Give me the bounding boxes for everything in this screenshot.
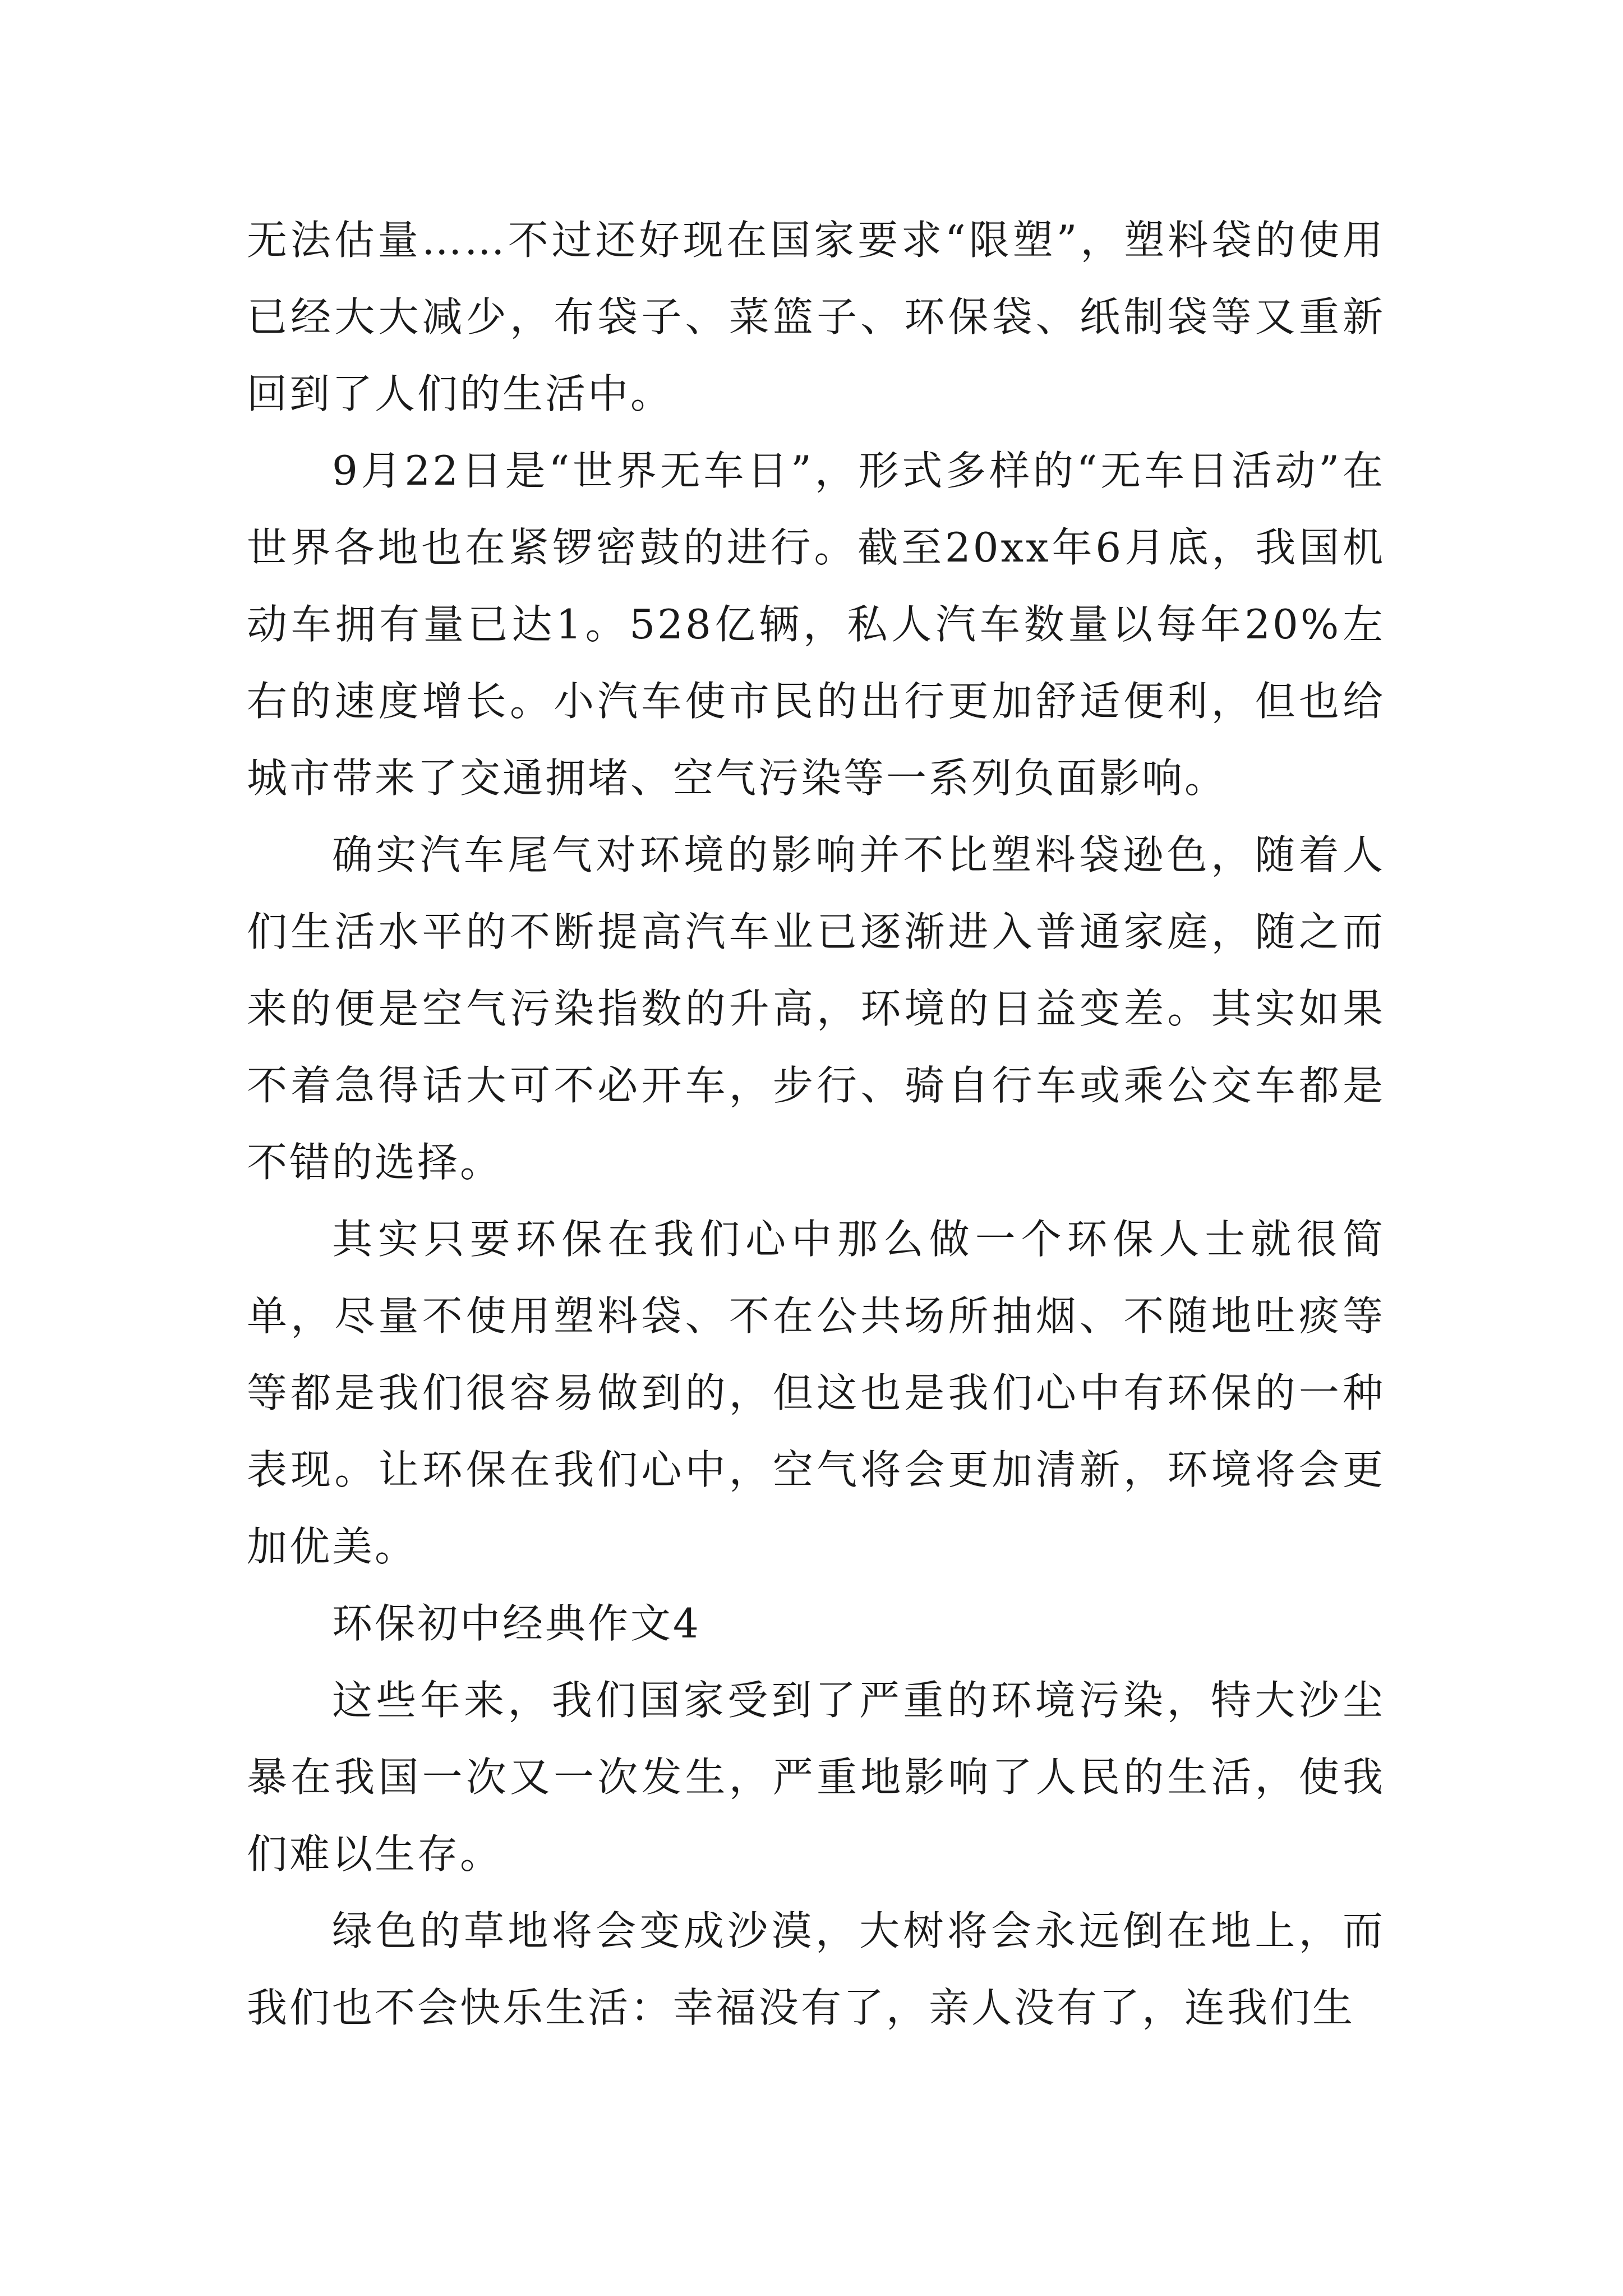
essay-heading: 环保初中经典作文4 bbox=[332, 1600, 701, 1647]
paragraph-plastic-bags: 无法估量……不过还好现在国家要求“限塑”，塑料袋的使用已经大大减少，布袋子、菜篮子、环保袋、纸制袋等又重新回到了人们的生活中。 bbox=[247, 217, 1385, 417]
paragraph-car-exhaust: 确实汽车尾气对环境的影响并不比塑料袋逊色，随着人们生活水平的不断提高汽车业已逐渐进入普通家庭，随之而来的便是空气污染指数的升高，环境的日益变差。其实如果不着急得话大可不必开车，步行、骑自行车或乘公交车都是不错的选择。 bbox=[247, 831, 1385, 1186]
paragraph-sandstorm: 这些年来，我们国家受到了严重的环境污染，特大沙尘暴在我国一次又一次发生，严重地影响了人民的生活，使我们难以生存。 bbox=[247, 1677, 1385, 1878]
paragraph-green-grass: 绿色的草地将会变成沙漠，大树将会永远倒在地上，而我们也不会快乐生活：幸福没有了，亲人没有了，连我们生 bbox=[247, 1907, 1385, 2031]
paragraph-environment-in-heart: 其实只要环保在我们心中那么做一个环保人士就很简单，尽量不使用塑料袋、不在公共场所抽烟、不随地吐痰等等都是我们很容易做到的，但这也是我们心中有环保的一种表现。让环保在我们心中，空气将会更加清新，环境将会更加优美。 bbox=[247, 1216, 1385, 1570]
document-body bbox=[247, 202, 1385, 2046]
paragraph-car-free-day: 9月22日是“世界无车日”，形式多样的“无车日活动”在世界各地也在紧锣密鼓的进行。截至20xx年6月底，我国机动车拥有量已达1。528亿辆，私人汽车数量以每年20%左右的速度增长。小汽车使市民的出行更加舒适便利，但也给城市带来了交通拥堵、空气污染等一系列负面影响。 bbox=[247, 447, 1385, 802]
